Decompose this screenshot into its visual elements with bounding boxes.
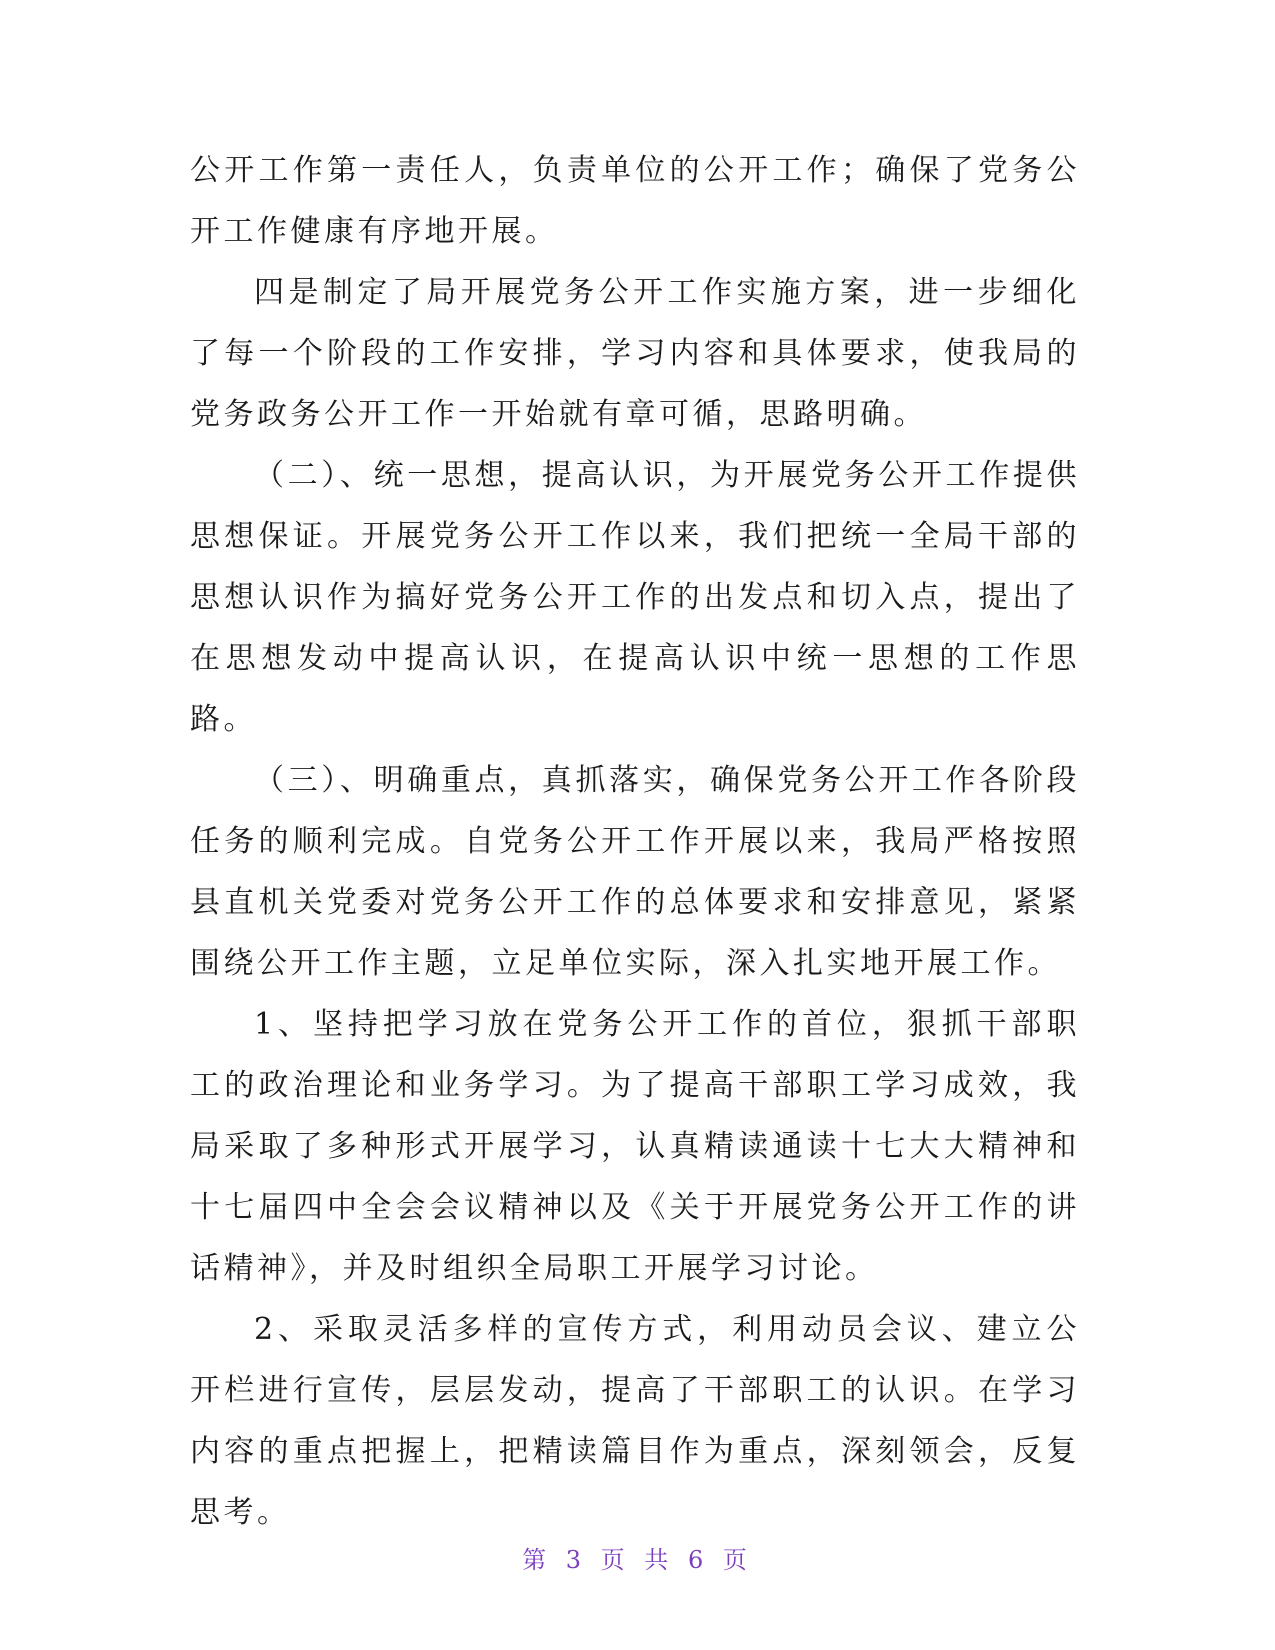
page-number-footer: 第 3 页 共 6 页 (522, 1546, 753, 1574)
paragraph-6: 2、采取灵活多样的宣传方式，利用动员会议、建立公开栏进行宣传，层层发动，提高了干部职工的认识。在学习内容的重点把握上，把精读篇目作为重点，深刻领会，反复思考。 (190, 1312, 1080, 1530)
paragraph-5: 1、坚持把学习放在党务公开工作的首位，狠抓干部职工的政治理论和业务学习。为了提高干部职工学习成效，我局采取了多种形式开展学习，认真精读通读十七大大精神和十七届四中全会会议精神以及《关于开展党务公开工作的讲话精神》，并及时组织全局职工开展学习讨论。 (190, 1007, 1080, 1286)
paragraph-4: （三）、明确重点，真抓落实，确保党务公开工作各阶段任务的顺利完成。自党务公开工作开展以来，我局严格按照县直机关党委对党务公开工作的总体要求和安排意见，紧紧围绕公开工作主题，立足单位实际，深入扎实地开展工作。 (190, 763, 1080, 981)
paragraph-3: （二）、统一思想，提高认识，为开展党务公开工作提供思想保证。开展党务公开工作以来，我们把统一全局干部的思想认识作为搞好党务公开工作的出发点和切入点，提出了在思想发动中提高认识，在提高认识中统一思想的工作思路。 (190, 458, 1080, 737)
document-body (190, 140, 1080, 1543)
paragraph-1: 公开工作第一责任人，负责单位的公开工作；确保了党务公开工作健康有序地开展。 (190, 153, 1080, 249)
paragraph-2: 四是制定了局开展党务公开工作实施方案，进一步细化了每一个阶段的工作安排，学习内容和具体要求，使我局的党务政务公开工作一开始就有章可循，思路明确。 (190, 275, 1080, 432)
